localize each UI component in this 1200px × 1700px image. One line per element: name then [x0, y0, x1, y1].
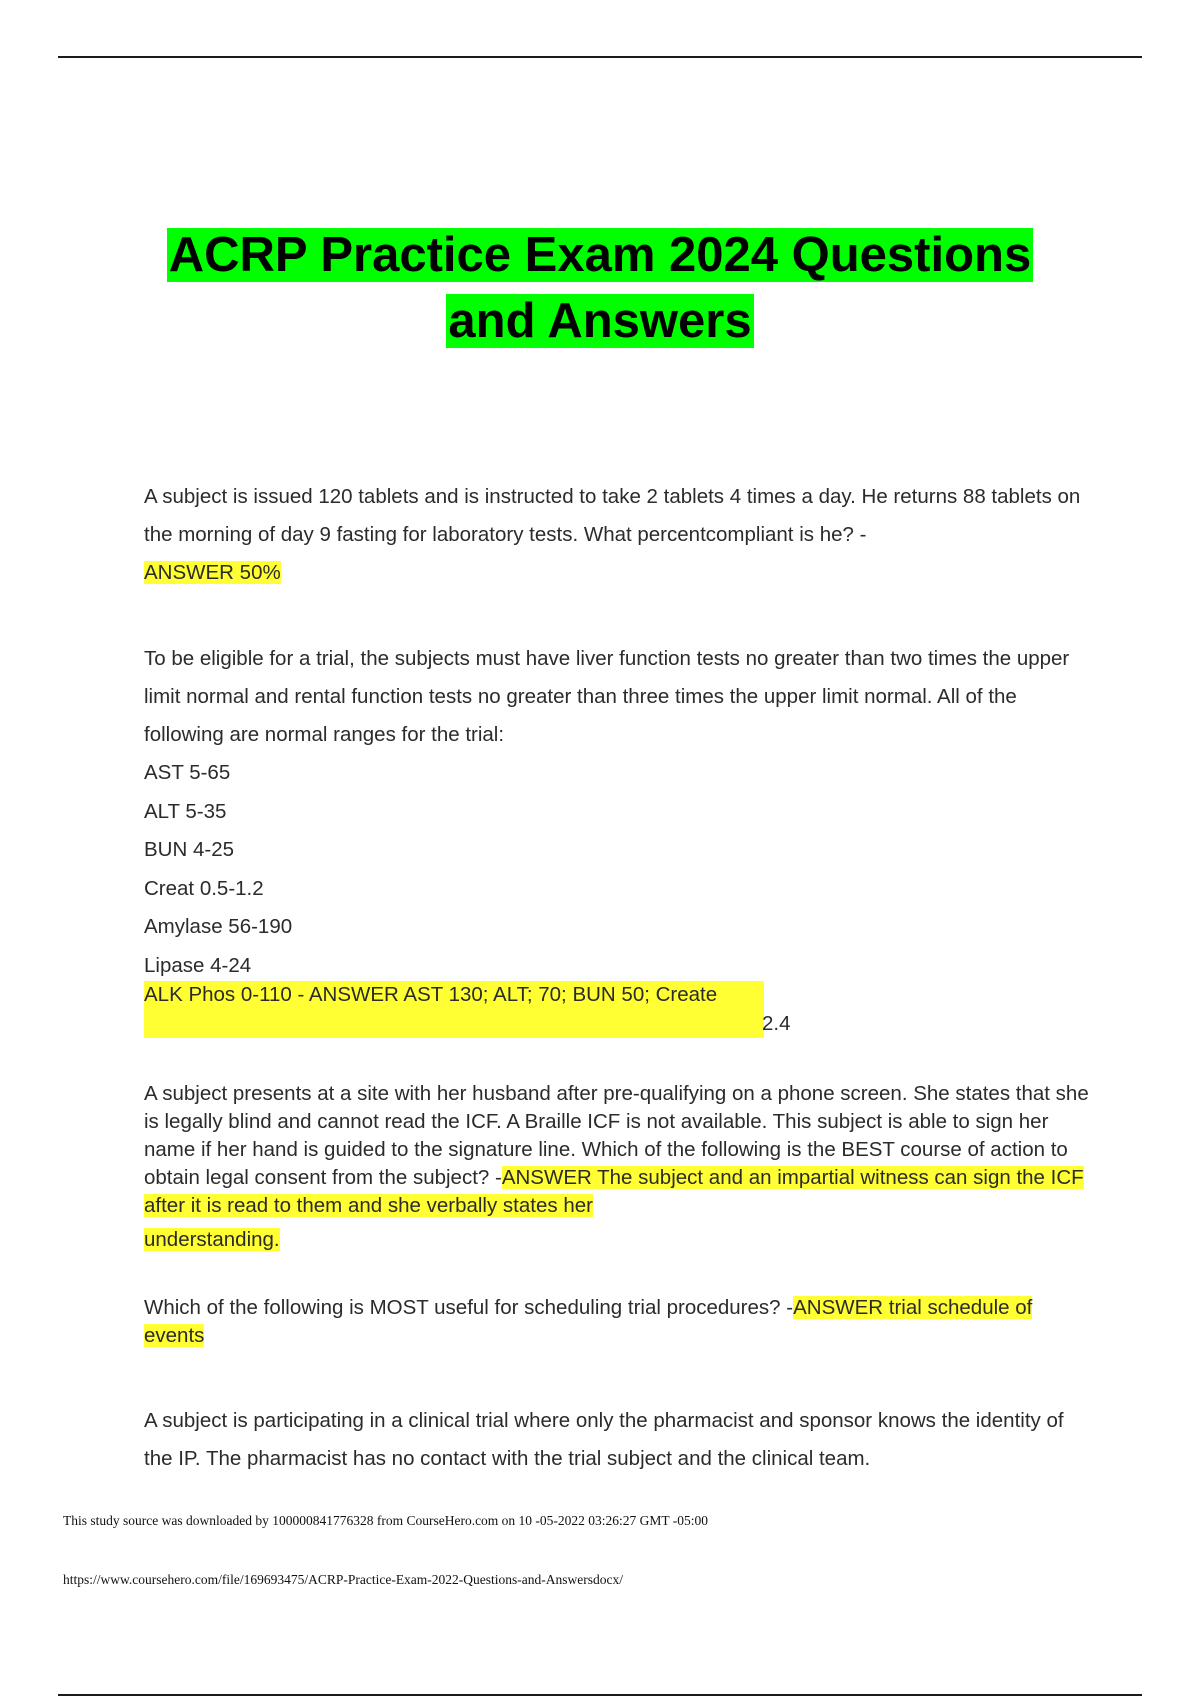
- title-line-2: and Answers: [448, 294, 752, 348]
- question-2: [144, 640, 1094, 1038]
- question-2-answer-tail: 2.4: [762, 1012, 791, 1035]
- question-2-answer-tail-row: [144, 1008, 791, 1038]
- question-1: [144, 478, 1094, 592]
- question-2-answer-line: ALK Phos 0-110 - ANSWER AST 130; ALT; 70; BUN 50; Create: [144, 981, 764, 1008]
- source-url[interactable]: https://www.coursehero.com/file/169693475/ACRP-Practice-Exam-2022-Questions-and-Answersdocx/: [63, 1572, 624, 1587]
- bottom-rule: [58, 1694, 1142, 1696]
- question-4-answer: ANSWER trial schedule of events: [144, 1296, 1033, 1347]
- question-4-text: Which of the following is MOST useful for scheduling trial procedures? -: [144, 1296, 794, 1319]
- range-lipase: Lipase 4-24: [144, 953, 252, 977]
- question-1-answer: ANSWER 50%: [144, 561, 281, 584]
- download-note: This study source was downloaded by 100000841776328 from CourseHero.com on 10 -05-2022 03:26:27 GMT -05:00: [63, 1513, 709, 1528]
- title-line-1: ACRP Practice Exam 2024 Questions: [168, 228, 1032, 282]
- range-alt: ALT 5-35: [144, 799, 227, 823]
- question-3-answer-end: understanding.: [144, 1228, 280, 1251]
- range-creat: Creat 0.5-1.2: [144, 876, 264, 900]
- top-rule: [58, 56, 1142, 58]
- question-3-answer: ANSWER The subject and an impartial witness can sign the ICF after it is read to them and she verbally states her: [144, 1166, 1084, 1217]
- question-3-text: A subject presents at a site with her husband after pre-qualifying on a phone screen. She states that she is legally blind and cannot read the ICF. A Braille ICF is not available. This subject is able to sign her name if her hand is guided to the signature line. Which of the following is the BEST course of action to obtain legal consent from the subject? -: [144, 1082, 1089, 1189]
- question-3: [144, 1080, 1094, 1260]
- question-2-answer: [144, 981, 791, 1038]
- question-2-text: To be eligible for a trial, the subjects must have liver function tests no greater than two times the upper limit normal and rental function tests no greater than three times the upper limit normal. All of the following are normal ranges for the trial:: [144, 647, 1070, 746]
- answer-highlight-bar: [144, 1008, 764, 1038]
- page-title: [100, 222, 1100, 354]
- question-5: [144, 1402, 1094, 1478]
- question-5-text: A subject is participating in a clinical trial where only the pharmacist and sponsor knows the identity of the IP. The pharmacist has no contact with the trial subject and the clinical team.: [144, 1409, 1064, 1470]
- range-amylase: Amylase 56-190: [144, 915, 293, 938]
- question-1-text: A subject is issued 120 tablets and is instructed to take 2 tablets 4 times a day. He returns 88 tablets on the morning of day 9 fasting for laboratory tests. What percentcompliant is he? -: [144, 485, 1081, 546]
- question-4: [144, 1294, 1094, 1350]
- range-ast: AST 5-65: [144, 761, 231, 784]
- range-bun: BUN 4-25: [144, 838, 235, 861]
